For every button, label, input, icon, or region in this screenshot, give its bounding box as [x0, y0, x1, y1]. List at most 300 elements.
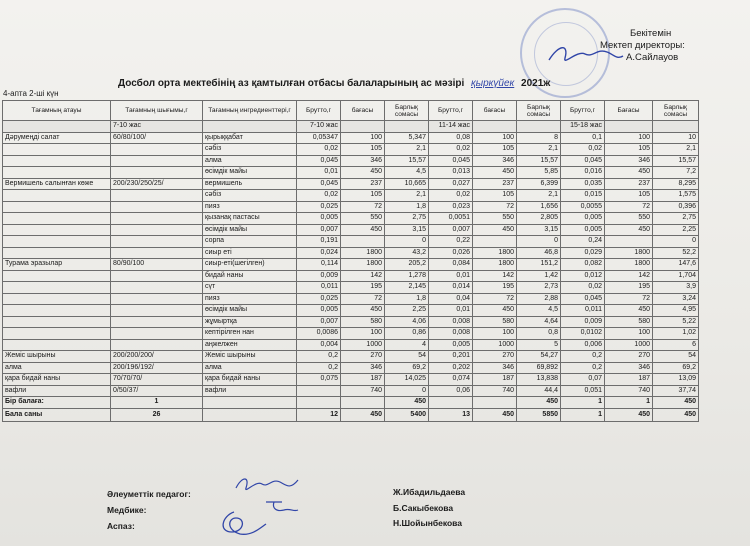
table-cell	[341, 121, 385, 133]
table-row	[3, 259, 699, 271]
table-cell	[111, 167, 203, 179]
table-cell: 72	[341, 293, 385, 305]
table-cell	[111, 236, 203, 248]
table-cell: 7-10 жас	[297, 121, 341, 133]
table-cell: 5850	[517, 408, 561, 421]
table-cell: 100	[473, 328, 517, 340]
table-cell: 0	[385, 385, 429, 397]
table-cell: 0,045	[561, 293, 605, 305]
table-cell: қызанақ пастасы	[203, 213, 297, 225]
table-cell: 205,2	[385, 259, 429, 271]
table-cell: 0,075	[297, 374, 341, 386]
table-cell	[3, 167, 111, 179]
table-cell: 0,2	[297, 362, 341, 374]
table-cell	[473, 121, 517, 133]
table-cell: 105	[473, 144, 517, 156]
table-cell: 0,045	[297, 155, 341, 167]
table-cell: 80/90/100	[111, 259, 203, 271]
table-row	[3, 293, 699, 305]
table-cell: 100	[341, 132, 385, 144]
table-cell: 1	[561, 408, 605, 421]
table-cell: 200/196/192/	[111, 362, 203, 374]
table-cell: 3,15	[517, 224, 561, 236]
table-cell: 0,035	[561, 178, 605, 190]
table-cell: 0,004	[297, 339, 341, 351]
table-cell: 0,014	[429, 282, 473, 294]
table-cell: 346	[473, 155, 517, 167]
table-cell: 0,0051	[429, 213, 473, 225]
table-cell: 0,045	[297, 178, 341, 190]
table-row	[3, 339, 699, 351]
table-cell: Турама эразылар	[3, 259, 111, 271]
table-cell: 0,02	[561, 282, 605, 294]
table-cell	[385, 121, 429, 133]
role-cook: Аспаз:	[107, 521, 135, 531]
table-cell: 0,008	[429, 316, 473, 328]
table-cell: 450	[473, 167, 517, 179]
table-cell	[3, 201, 111, 213]
table-cell	[111, 190, 203, 202]
name-cook: Н.Шойынбекова	[393, 518, 463, 528]
table-cell: сәбіз	[203, 144, 297, 156]
table-cell: 2,1	[517, 144, 561, 156]
table-cell: 14,025	[385, 374, 429, 386]
title-text: Досбол орта мектебінің аз қамтылған отбасы балаларының ас мәзірі	[118, 78, 465, 89]
table-cell: вафли	[203, 385, 297, 397]
table-cell	[111, 282, 203, 294]
table-cell: 1,8	[385, 201, 429, 213]
table-cell: 142	[605, 270, 653, 282]
table-cell: 0/50/37/	[111, 385, 203, 397]
table-cell: 0,051	[561, 385, 605, 397]
table-cell: 1,656	[517, 201, 561, 213]
table-cell: 2,805	[517, 213, 561, 225]
table-cell: 0,006	[561, 339, 605, 351]
table-cell	[3, 236, 111, 248]
table-cell: 550	[473, 213, 517, 225]
table-cell	[203, 121, 297, 133]
table-row	[3, 190, 699, 202]
table-row	[3, 144, 699, 156]
table-row	[3, 247, 699, 259]
table-cell: 0,045	[561, 155, 605, 167]
table-cell: 0,396	[653, 201, 699, 213]
table-cell: 72	[473, 201, 517, 213]
table-cell: 550	[605, 213, 653, 225]
table-cell: 0,2	[561, 362, 605, 374]
table-cell: 450	[517, 397, 561, 409]
table-cell: 0,06	[429, 385, 473, 397]
table-cell: 72	[473, 293, 517, 305]
table-cell: 450	[653, 397, 699, 409]
table-cell: 0,012	[561, 270, 605, 282]
table-cell	[111, 155, 203, 167]
table-cell: 5,22	[653, 316, 699, 328]
table-cell: қырыққабат	[203, 132, 297, 144]
table-cell	[517, 121, 561, 133]
table-cell: 5,85	[517, 167, 561, 179]
table-cell: 0,005	[561, 224, 605, 236]
table-cell: 0	[385, 236, 429, 248]
table-cell: сәбіз	[203, 190, 297, 202]
table-cell: 0,009	[561, 316, 605, 328]
table-cell: 450	[341, 224, 385, 236]
table-cell: қара бидай наны	[203, 374, 297, 386]
table-cell	[111, 339, 203, 351]
table-cell: 6,399	[517, 178, 561, 190]
table-cell: 147,6	[653, 259, 699, 271]
table-cell: 195	[605, 282, 653, 294]
table-cell: 0,029	[561, 247, 605, 259]
table-cell: 54	[385, 351, 429, 363]
table-cell: 2,88	[517, 293, 561, 305]
table-cell: Жеміс шырыны	[203, 351, 297, 363]
table-cell: Бір балаға:	[3, 397, 111, 409]
approval-line-1: Бекітемін	[630, 28, 672, 39]
table-cell: 37,74	[653, 385, 699, 397]
table-cell: 13,838	[517, 374, 561, 386]
table-cell: 450	[473, 305, 517, 317]
table-cell: 0,02	[429, 190, 473, 202]
table-cell: 200/200/200/	[111, 351, 203, 363]
table-cell: 0,045	[429, 155, 473, 167]
table-cell	[605, 121, 653, 133]
table-cell: 346	[605, 155, 653, 167]
table-cell: 5	[517, 339, 561, 351]
table-cell	[473, 397, 517, 409]
table-cell: 0,0055	[561, 201, 605, 213]
table-cell: 346	[341, 155, 385, 167]
table-cell: 1,42	[517, 270, 561, 282]
table-cell: 0,007	[297, 316, 341, 328]
table-cell: 0,05347	[297, 132, 341, 144]
table-cell: 1000	[605, 339, 653, 351]
table-cell: 450	[473, 408, 517, 421]
table-cell: 0,01	[297, 167, 341, 179]
table-cell: Жеміс шырыны	[3, 351, 111, 363]
table-cell: 52,2	[653, 247, 699, 259]
table-cell: 13,09	[653, 374, 699, 386]
table-cell	[3, 155, 111, 167]
table-cell	[297, 385, 341, 397]
table-cell: 1800	[605, 259, 653, 271]
table-cell: қара бидай наны	[3, 374, 111, 386]
table-cell: Бала саны	[3, 408, 111, 421]
table-cell	[3, 328, 111, 340]
table-cell: пияз	[203, 293, 297, 305]
table-row	[3, 305, 699, 317]
table-cell: 740	[341, 385, 385, 397]
table-cell: кептірілген нан	[203, 328, 297, 340]
column-header: Тағамның шығымы,г	[111, 101, 203, 121]
table-cell: 1800	[341, 259, 385, 271]
table-cell: 0,025	[297, 293, 341, 305]
table-cell: 450	[605, 224, 653, 236]
table-cell: 2,145	[385, 282, 429, 294]
name-nurse: Б.Сакыбекова	[393, 503, 454, 513]
name-social-pedagogue: Ж.Ибадильдаева	[393, 487, 466, 497]
table-row	[3, 270, 699, 282]
table-cell: 11-14 жас	[429, 121, 473, 133]
column-header: Тағамның ингредиенттері,г	[203, 101, 297, 121]
table-cell	[297, 397, 341, 409]
table-row	[3, 236, 699, 248]
table-cell: 3,24	[653, 293, 699, 305]
table-cell: 2,1	[385, 144, 429, 156]
table-cell: 5,347	[385, 132, 429, 144]
table-cell: 8	[517, 132, 561, 144]
table-cell: 105	[341, 190, 385, 202]
table-cell	[111, 270, 203, 282]
table-cell: 2,1	[653, 144, 699, 156]
table-row	[3, 282, 699, 294]
table-cell: 187	[473, 374, 517, 386]
table-cell	[111, 213, 203, 225]
column-header: Бағасы	[605, 101, 653, 121]
table-cell: 346	[341, 362, 385, 374]
table-row	[3, 132, 699, 144]
table-cell: 13	[429, 408, 473, 421]
table-cell: 1	[561, 397, 605, 409]
table-cell: 10	[653, 132, 699, 144]
table-cell: 0,082	[561, 259, 605, 271]
table-cell: 142	[473, 270, 517, 282]
table-cell: 0	[653, 236, 699, 248]
table-cell: 1800	[605, 247, 653, 259]
table-cell: 69,892	[517, 362, 561, 374]
pedagogue-signature	[232, 474, 302, 496]
table-cell: 450	[385, 397, 429, 409]
table-cell: 72	[341, 201, 385, 213]
table-cell: 0,024	[297, 247, 341, 259]
table-cell: 237	[605, 178, 653, 190]
table-cell: 44,4	[517, 385, 561, 397]
nurse-signature	[262, 498, 302, 516]
table-cell: 7,2	[653, 167, 699, 179]
table-cell: 60/80/100/	[111, 132, 203, 144]
table-cell: 0,005	[297, 305, 341, 317]
table-cell	[3, 121, 111, 133]
table-cell	[341, 236, 385, 248]
table-cell: 0,007	[429, 224, 473, 236]
table-cell: 0,074	[429, 374, 473, 386]
cook-signature	[208, 508, 268, 538]
table-cell: 4,95	[653, 305, 699, 317]
per-child-row	[3, 397, 699, 409]
table-cell: 54,27	[517, 351, 561, 363]
table-cell: 4,06	[385, 316, 429, 328]
menu-table	[2, 100, 699, 422]
column-header: Барлық сомасы	[385, 101, 429, 121]
table-cell: сиыр-еті(шегілген)	[203, 259, 297, 271]
table-cell: 270	[341, 351, 385, 363]
age-group-row	[3, 121, 699, 133]
column-header: Брутто,г	[297, 101, 341, 121]
table-cell: 1,704	[653, 270, 699, 282]
table-cell: 1800	[341, 247, 385, 259]
table-cell: 0,011	[561, 305, 605, 317]
table-cell: вермишель	[203, 178, 297, 190]
table-cell: 12	[297, 408, 341, 421]
table-cell: сорпа	[203, 236, 297, 248]
table-cell	[3, 144, 111, 156]
table-cell: 3,15	[385, 224, 429, 236]
role-nurse: Медбике:	[107, 505, 147, 515]
table-cell: 0,114	[297, 259, 341, 271]
table-cell: 1800	[473, 247, 517, 259]
table-cell: 195	[473, 282, 517, 294]
table-cell: 346	[473, 362, 517, 374]
table-cell	[3, 270, 111, 282]
table-row	[3, 328, 699, 340]
table-cell: 2,73	[517, 282, 561, 294]
table-cell: 4,5	[385, 167, 429, 179]
table-cell: 8,295	[653, 178, 699, 190]
table-cell: 450	[341, 408, 385, 421]
table-cell: 0,026	[429, 247, 473, 259]
table-cell: сүт	[203, 282, 297, 294]
table-cell: 4,64	[517, 316, 561, 328]
approval-block	[600, 28, 685, 64]
title-year: 2021ж	[521, 78, 551, 89]
table-cell: 200/230/250/25/	[111, 178, 203, 190]
table-cell: алма	[203, 155, 297, 167]
table-cell	[653, 121, 699, 133]
table-cell	[3, 282, 111, 294]
table-row	[3, 178, 699, 190]
table-cell: 237	[341, 178, 385, 190]
table-cell	[203, 408, 297, 421]
table-cell: 1	[111, 397, 203, 409]
table-cell	[111, 328, 203, 340]
column-header: бағасы	[473, 101, 517, 121]
children-count-row	[3, 408, 699, 421]
table-cell: 1	[605, 397, 653, 409]
table-cell: 187	[341, 374, 385, 386]
table-cell	[3, 247, 111, 259]
table-cell: 151,2	[517, 259, 561, 271]
table-cell: 270	[473, 351, 517, 363]
table-cell: 0,1	[561, 132, 605, 144]
table-cell: 69,2	[385, 362, 429, 374]
table-cell	[3, 224, 111, 236]
table-cell: 187	[605, 374, 653, 386]
table-cell: 0,02	[297, 190, 341, 202]
page-title	[118, 78, 550, 89]
table-cell	[203, 397, 297, 409]
table-cell: 3,9	[653, 282, 699, 294]
table-cell: 0,0102	[561, 328, 605, 340]
table-cell	[473, 236, 517, 248]
table-cell: 142	[341, 270, 385, 282]
table-cell: 10,665	[385, 178, 429, 190]
table-cell: 105	[605, 190, 653, 202]
table-cell: 0,02	[297, 144, 341, 156]
table-cell: Вермишель салынған көже	[3, 178, 111, 190]
table-cell	[111, 144, 203, 156]
column-header: Барлық сомасы	[653, 101, 699, 121]
table-cell: 46,8	[517, 247, 561, 259]
table-cell: 0,011	[297, 282, 341, 294]
table-cell: 740	[473, 385, 517, 397]
table-cell: 15-18 жас	[561, 121, 605, 133]
table-cell: 100	[473, 132, 517, 144]
table-cell: 4,5	[517, 305, 561, 317]
table-cell: 0,201	[429, 351, 473, 363]
table-cell: 72	[605, 293, 653, 305]
table-cell: 0,005	[429, 339, 473, 351]
table-cell: 195	[341, 282, 385, 294]
table-cell: 72	[605, 201, 653, 213]
table-cell: 0,01	[429, 270, 473, 282]
table-cell: 105	[605, 144, 653, 156]
table-cell: 15,57	[653, 155, 699, 167]
table-cell: жұмыртқа	[203, 316, 297, 328]
table-cell: 0,8	[517, 328, 561, 340]
table-cell: 2,1	[385, 190, 429, 202]
table-cell	[3, 316, 111, 328]
table-cell	[3, 190, 111, 202]
table-cell	[429, 397, 473, 409]
column-header: бағасы	[341, 101, 385, 121]
table-cell: 54	[653, 351, 699, 363]
table-cell: 0,24	[561, 236, 605, 248]
table-cell: 15,57	[517, 155, 561, 167]
table-cell: вафли	[3, 385, 111, 397]
column-header: Брутто,г	[561, 101, 605, 121]
table-cell: 0,01	[429, 305, 473, 317]
column-header: Барлық сомасы	[517, 101, 561, 121]
table-cell	[111, 316, 203, 328]
title-month: қыркүйек	[471, 78, 515, 89]
table-cell: өсімдік майы	[203, 167, 297, 179]
table-cell: 0,0086	[297, 328, 341, 340]
table-row	[3, 155, 699, 167]
table-cell: 1000	[341, 339, 385, 351]
table-cell: 1,02	[653, 328, 699, 340]
column-header: Тағамның атауы	[3, 101, 111, 121]
approval-line-3: А.Сайлауов	[626, 52, 679, 63]
table-cell: өсімдік майы	[203, 224, 297, 236]
table-cell: 4	[385, 339, 429, 351]
table-cell: 6	[653, 339, 699, 351]
table-cell	[605, 236, 653, 248]
table-cell: 5400	[385, 408, 429, 421]
table-cell: 0,202	[429, 362, 473, 374]
table-cell: 7-10 жас	[111, 121, 203, 133]
table-cell: 0,007	[297, 224, 341, 236]
table-cell: 0,005	[561, 213, 605, 225]
table-row	[3, 316, 699, 328]
table-row	[3, 224, 699, 236]
table-cell: аңжелжен	[203, 339, 297, 351]
table-cell: 26	[111, 408, 203, 421]
table-row	[3, 201, 699, 213]
table-cell: 450	[473, 224, 517, 236]
approval-line-2: Мектеп директоры:	[600, 40, 685, 51]
table-cell: 2,25	[653, 224, 699, 236]
table-cell: 0,86	[385, 328, 429, 340]
table-cell: 237	[473, 178, 517, 190]
column-header: Брутто,г	[429, 101, 473, 121]
table-cell	[3, 213, 111, 225]
table-row	[3, 213, 699, 225]
table-cell: 0,22	[429, 236, 473, 248]
table-header-row	[3, 101, 699, 121]
table-cell: өсімдік майы	[203, 305, 297, 317]
table-cell: 0,08	[429, 132, 473, 144]
table-cell: бидай наны	[203, 270, 297, 282]
